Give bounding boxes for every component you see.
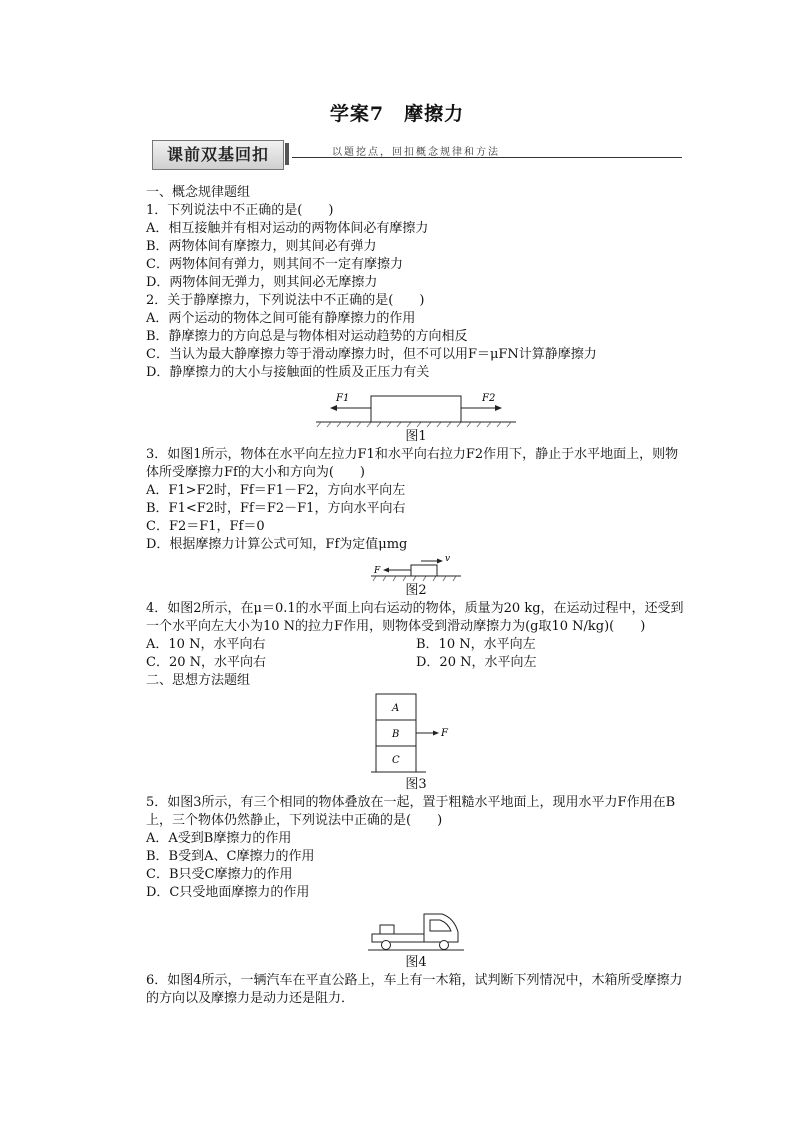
question-stem: 3．如图1所示，物体在水平向左拉力F1和水平向右拉力F2作用下，静止于水平地面上，则物体所受摩擦力Ff的大小和方向为( ) <box>146 447 679 480</box>
figure-4-truck-with-box <box>368 908 464 954</box>
label-v: v <box>445 556 451 564</box>
option-d: D．静摩擦力的大小与接触面的性质及正压力有关 <box>146 365 430 380</box>
content <box>146 184 686 1008</box>
label-f2: F2 <box>482 393 496 404</box>
label-f: F <box>441 728 448 739</box>
figure-3-caption: 图3 <box>405 777 427 792</box>
arrow-f-head <box>433 731 439 736</box>
options-row-2 <box>146 654 686 672</box>
block <box>411 565 437 576</box>
block <box>371 396 461 422</box>
question-stem: 6．如图4所示，一辆汽车在平直公路上，车上有一木箱，试判断下列情况中，木箱所受摩擦力的方向以及摩擦力是动力还是阻力． <box>146 973 683 1006</box>
option-a: A．A受到B摩擦力的作用 <box>146 831 292 846</box>
option-c: C．F2＝F1，Ff＝0 <box>146 519 265 534</box>
label-c: C <box>392 755 400 766</box>
option-d: D．根据摩擦力计算公式可知，Ff为定值μmg <box>146 537 408 552</box>
banner-subtitle: 以题挖点，回扣概念规律和方法 <box>332 147 500 158</box>
option-c: C．B只受C摩擦力的作用 <box>146 867 293 882</box>
ground-hatch <box>373 576 456 581</box>
page-title: 学案7 摩擦力 <box>329 103 465 125</box>
option-c: C．20 N，水平向右 <box>146 655 266 670</box>
question-6 <box>146 972 686 1008</box>
question-5 <box>146 794 686 902</box>
figure-3-stacked-blocks <box>371 692 461 776</box>
question-stem: 5．如图3所示，有三个相同的物体叠放在一起，置于粗糙水平地面上，现用水平力F作用在B上，三个物体仍然静止，下列说法中正确的是( ) <box>146 795 676 828</box>
option-b: B．10 N，水平向左 <box>416 637 536 652</box>
front-wheel <box>440 941 449 950</box>
option-c: C．两物体间有弹力，则其间不一定有摩擦力 <box>146 257 403 272</box>
option-d: D．C只受地面摩擦力的作用 <box>146 885 310 900</box>
question-stem: 1．下列说法中不正确的是( ) <box>146 203 334 218</box>
question-3 <box>146 446 686 554</box>
question-stem: 4．如图2所示，在μ＝0.1的水平面上向右运动的物体，质量为20 kg，在运动过程中，还受到一个水平向左大小为10 N的拉力F作用，则物体受到滑动摩擦力为(g取10 N/kg)( ) <box>146 601 684 634</box>
banner-divider <box>285 143 289 165</box>
option-a: A．相互接触并有相对运动的两物体间必有摩擦力 <box>146 221 429 236</box>
section-banner <box>152 140 682 168</box>
arrow-f-head <box>383 568 389 573</box>
rear-wheel <box>382 941 391 950</box>
figure-1-block-on-ground <box>316 388 516 428</box>
section-heading-1: 一、概念规律题组 <box>146 185 251 200</box>
banner-tab: 课前双基回扣 <box>152 140 284 170</box>
figure-4-caption: 图4 <box>405 955 427 970</box>
truck-bed <box>372 934 424 942</box>
option-a: A．F1>F2时，Ff＝F1－F2，方向水平向左 <box>146 483 406 498</box>
option-b: B．B受到A、C摩擦力的作用 <box>146 849 315 864</box>
option-d: D．20 N，水平向左 <box>416 655 537 670</box>
arrow-v-head <box>437 559 443 564</box>
label-f1: F1 <box>336 393 350 404</box>
ground-hatch <box>317 422 511 427</box>
figure-1-caption: 图1 <box>405 429 427 444</box>
option-a: A．两个运动的物体之间可能有静摩擦力的作用 <box>146 311 416 326</box>
option-d: D．两物体间无弹力，则其间必无摩擦力 <box>146 275 378 290</box>
option-c: C．当认为最大静摩擦力等于滑动摩擦力时，但不可以用F＝μFN计算静摩擦力 <box>146 347 597 362</box>
figure-2-caption: 图2 <box>405 583 427 598</box>
option-b: B．静摩擦力的方向总是与物体相对运动趋势的方向相反 <box>146 329 468 344</box>
option-a: A．10 N，水平向右 <box>146 637 266 652</box>
options-row-1 <box>146 636 686 654</box>
question-1 <box>146 202 686 292</box>
label-b: B <box>392 729 400 740</box>
label-a: A <box>392 703 400 714</box>
arrow-f2-head <box>495 405 502 411</box>
question-2 <box>146 292 686 382</box>
question-stem: 2．关于静摩擦力，下列说法中不正确的是( ) <box>146 293 425 308</box>
arrow-f1-head <box>330 405 337 411</box>
question-4 <box>146 600 686 672</box>
label-f: F <box>374 566 381 576</box>
section-heading-2: 二、思想方法题组 <box>146 673 251 688</box>
option-b: B．F1<F2时，Ff＝F2－F1，方向水平向右 <box>146 501 406 516</box>
figure-2-moving-block <box>371 556 461 582</box>
option-b: B．两物体间有摩擦力，则其间必有弹力 <box>146 239 377 254</box>
wooden-box <box>380 925 394 934</box>
